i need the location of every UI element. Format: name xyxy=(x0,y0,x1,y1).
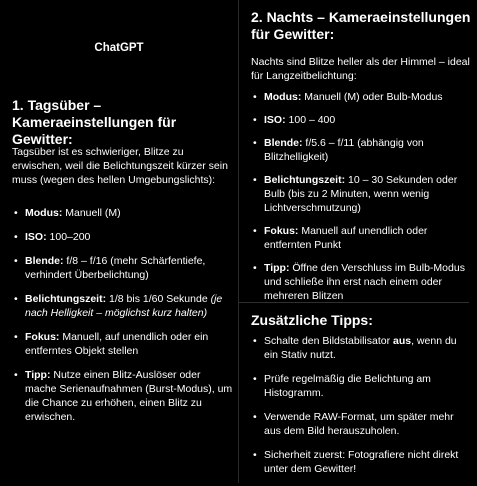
bullet-icon: • xyxy=(14,255,18,267)
bullet-icon: • xyxy=(14,293,18,305)
setting-label: ISO: xyxy=(25,231,47,243)
bullet-icon: • xyxy=(253,91,257,103)
setting-label: Belichtungszeit: xyxy=(25,293,107,305)
setting-value: Nutze einen Blitz-Auslöser oder mache Serienaufnahmen (Burst-Modus), um die Chance zu erhöhen, einen Blitz zu erwischen. xyxy=(25,369,233,423)
bullet-icon: • xyxy=(253,114,257,126)
setting-value: Manuell auf unendlich oder entfernten Punkt xyxy=(264,225,428,251)
section-daytime-intro: Tagsüber ist es schwieriger, Blitze zu erwischen, weil die Belichtungszeit kürzer sein muss (wegen des hellen Umgebungslichts): xyxy=(12,146,228,186)
setting-value: Manuell (M) xyxy=(62,207,121,219)
bullet-icon: • xyxy=(14,369,18,381)
tip-text: Schalte den Bildstabilisator xyxy=(264,335,393,347)
setting-note: (je nach Helligkeit – möglichst kurz halten) xyxy=(25,293,223,319)
tip-emphasis: aus xyxy=(393,335,412,347)
list-item xyxy=(251,173,473,215)
tip-text: Sicherheit zuerst: Fotografiere nicht direkt unter dem Gewitter! xyxy=(264,449,459,475)
setting-label: Tipp: xyxy=(264,262,290,274)
list-item xyxy=(12,292,234,320)
list-item xyxy=(251,113,473,127)
section-night-intro: Nachts sind Blitze heller als der Himmel – ideal für Langzeitbelichtung: xyxy=(251,56,470,82)
setting-label: Tipp: xyxy=(25,369,51,381)
extra-tips-list xyxy=(251,334,473,486)
list-item xyxy=(12,254,234,282)
tip-text: , wenn du ein Stativ nutzt. xyxy=(264,335,457,361)
setting-value: f/8 – f/16 (mehr Schärfentiefe, verhindert Überbelichtung) xyxy=(25,255,206,281)
tip-text: Verwende RAW-Format, um später mehr aus dem Bild herauszuholen. xyxy=(264,411,454,437)
setting-label: Blende: xyxy=(25,255,64,267)
bullet-icon: • xyxy=(253,373,257,385)
list-item xyxy=(251,90,473,104)
setting-label: Fokus: xyxy=(264,225,299,237)
bullet-icon: • xyxy=(253,262,257,274)
bullet-icon: • xyxy=(253,449,257,461)
daytime-settings-list xyxy=(12,206,234,434)
setting-value: Öffne den Verschluss im Bulb-Modus und schließe ihn erst nach einem oder mehreren Blitzen xyxy=(264,262,465,302)
bullet-icon: • xyxy=(253,335,257,347)
setting-value: 100–200 xyxy=(46,231,91,243)
right-column xyxy=(239,0,477,483)
setting-label: Modus: xyxy=(25,207,63,219)
setting-value: Manuell, auf unendlich oder ein entferntes Objekt stellen xyxy=(25,331,209,357)
list-item xyxy=(12,206,234,220)
bullet-icon: • xyxy=(253,174,257,186)
setting-value: 10 – 30 Sekunden oder Bulb (bis zu 2 Minuten, wenn wenig Lichtverschmutzung) xyxy=(264,174,458,214)
bullet-icon: • xyxy=(253,411,257,423)
setting-value: f/5.6 – f/11 (abhängig von Blitzhelligkeit) xyxy=(264,137,424,163)
night-settings-list xyxy=(251,90,473,312)
list-item xyxy=(251,261,473,303)
list-item xyxy=(251,372,473,400)
setting-value: Manuell (M) oder Bulb-Modus xyxy=(301,91,443,103)
setting-label: Blende: xyxy=(264,137,303,149)
setting-value: 100 – 400 xyxy=(285,114,336,126)
list-item xyxy=(251,136,473,164)
setting-label: Fokus: xyxy=(25,331,60,343)
bullet-icon: • xyxy=(253,225,257,237)
list-item xyxy=(12,368,234,424)
list-item xyxy=(12,230,234,244)
list-item xyxy=(251,224,473,252)
left-column xyxy=(0,0,239,483)
setting-value: 1/8 bis 1/60 Sekunde xyxy=(106,293,211,305)
setting-label: ISO: xyxy=(264,114,286,126)
bullet-icon: • xyxy=(14,231,18,243)
list-item xyxy=(251,334,473,362)
list-item xyxy=(251,448,473,476)
app-name: ChatGPT xyxy=(94,42,144,54)
setting-label: Modus: xyxy=(264,91,302,103)
list-item xyxy=(12,330,234,358)
bullet-icon: • xyxy=(14,331,18,343)
section-divider xyxy=(239,302,469,303)
list-item xyxy=(251,410,473,438)
tip-text: Prüfe regelmäßig die Belichtung am Histogramm. xyxy=(264,373,431,399)
section-daytime-title: 1. Tagsüber – Kameraeinstellungen für Gewitter: xyxy=(12,97,177,147)
section-night-title: 2. Nachts – Kameraeinstellungen für Gewitter: xyxy=(251,9,471,42)
setting-label: Belichtungszeit: xyxy=(264,174,346,186)
bullet-icon: • xyxy=(253,137,257,149)
section-extra-tips-title: Zusätzliche Tipps: xyxy=(251,312,373,328)
bullet-icon: • xyxy=(14,207,18,219)
